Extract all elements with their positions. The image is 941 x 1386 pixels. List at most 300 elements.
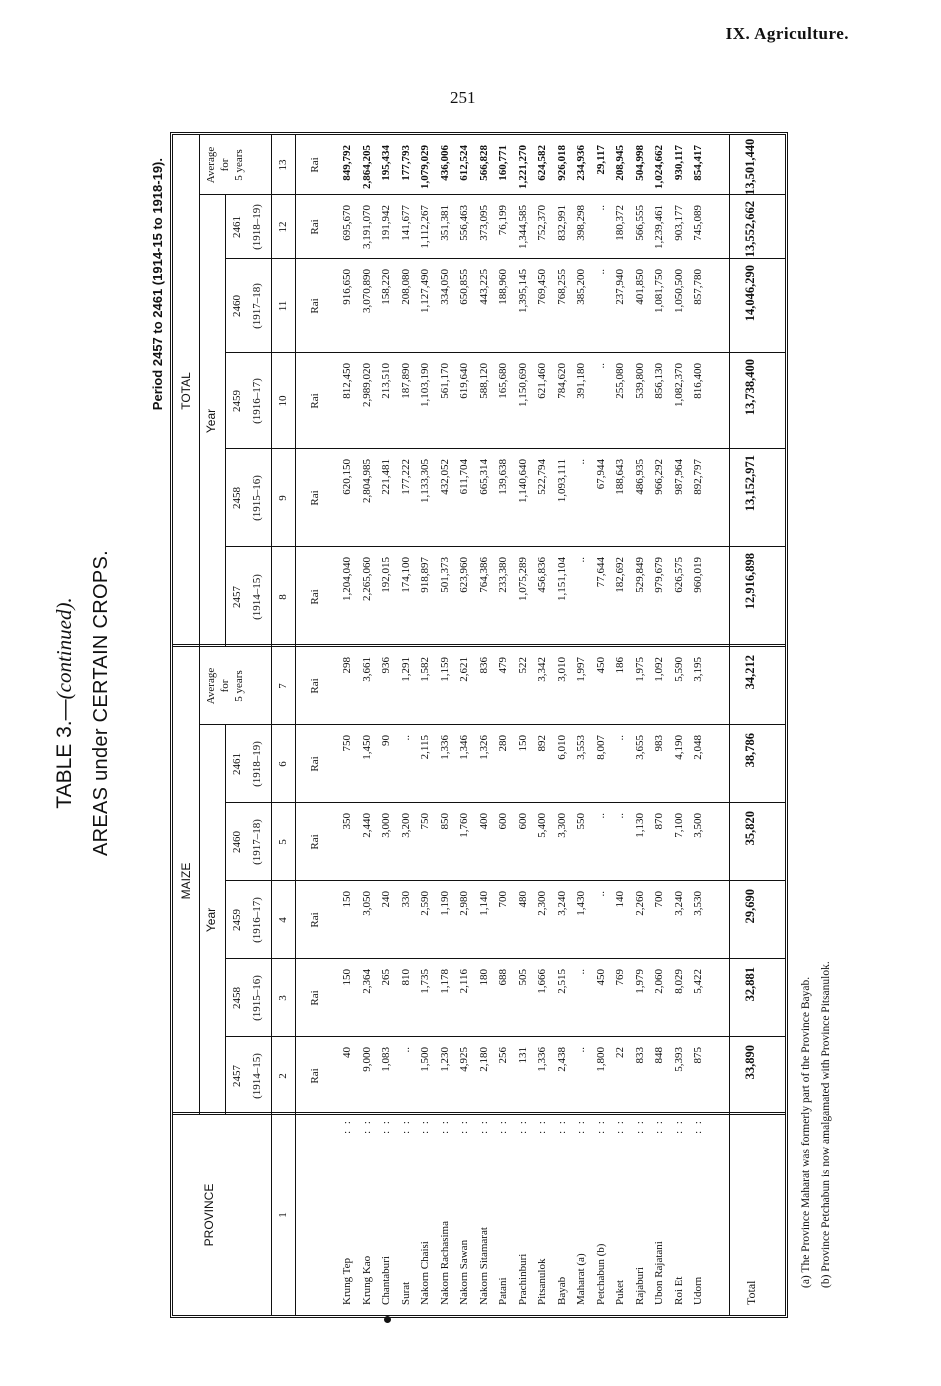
total-value: 926,018 xyxy=(555,145,568,181)
province-name: Nakorn Sawan xyxy=(458,1239,470,1305)
crops-total: 13,501,440 xyxy=(743,138,757,195)
maize-value: 870 xyxy=(653,813,665,830)
total-value: 351,381 xyxy=(438,205,451,241)
maize-value: 1,735 xyxy=(419,969,431,994)
maize-value: 1,450 xyxy=(360,735,373,760)
maize-value: 1,800 xyxy=(594,1047,607,1072)
province-name: Petchabun (b) xyxy=(594,1243,607,1305)
unit-label: Rai xyxy=(309,157,321,173)
total-value: 237,940 xyxy=(614,269,626,305)
total-value: 233,380 xyxy=(497,557,509,593)
maize-value: 131 xyxy=(516,1047,529,1064)
unit-label: Rai xyxy=(309,912,321,928)
year-label: 2457 xyxy=(231,1065,243,1087)
total-value: 650,855 xyxy=(458,269,470,305)
maize-value: 5,393 xyxy=(672,1047,685,1072)
total-value: 188,643 xyxy=(614,459,626,495)
maize-value: 3,010 xyxy=(555,657,568,682)
maize-value: 479 xyxy=(497,657,509,674)
total-value: 566,828 xyxy=(477,145,490,181)
number-rule xyxy=(271,135,272,1315)
maize-value: 1,326 xyxy=(477,735,490,760)
average-header-maize: for xyxy=(219,679,231,693)
maize-value: 186 xyxy=(614,657,626,674)
leader-dots: : : xyxy=(380,1119,392,1134)
year-label: 2459 xyxy=(231,390,243,412)
year-ad-label: (1915–16) xyxy=(251,475,263,521)
total-value: 67,944 xyxy=(594,459,607,490)
province-name: Roi Et xyxy=(672,1276,685,1305)
total-value: 1,150,690 xyxy=(516,363,529,407)
total-value: 588,120 xyxy=(477,363,490,399)
average-header-total: for xyxy=(219,158,231,172)
maize-value: 2,590 xyxy=(419,891,431,916)
year-label: 2461 xyxy=(231,216,243,238)
maize-value: 5,590 xyxy=(672,657,685,682)
total-value: 695,670 xyxy=(341,205,353,241)
total-value: 3,070,890 xyxy=(360,269,373,313)
maize-value: 350 xyxy=(341,813,353,830)
total-value: 529,849 xyxy=(633,557,646,593)
year-header-total: Year xyxy=(204,408,218,434)
unit-label: Rai xyxy=(309,756,321,772)
average-header-maize: 5 years xyxy=(233,670,245,702)
maize-value: 3,661 xyxy=(360,657,373,682)
maize-value: 2,300 xyxy=(536,891,548,916)
total-value: 892,797 xyxy=(692,459,704,495)
total-value: 619,640 xyxy=(458,363,470,399)
maize-value: 4,925 xyxy=(458,1047,470,1072)
maize-value: 600 xyxy=(516,813,529,830)
maize-value: 90 xyxy=(380,735,392,746)
total-header: TOTAL xyxy=(179,372,193,410)
province-name: Nakorn Rachasima xyxy=(438,1221,451,1305)
crops-total: 12,916,898 xyxy=(743,553,757,610)
table-title xyxy=(52,88,77,1318)
average-header-total: 5 years xyxy=(233,149,245,181)
total-value: 1,395,145 xyxy=(516,269,529,313)
total-value: 1,103,190 xyxy=(419,363,431,407)
total-value: 373,095 xyxy=(477,205,490,241)
column-number: 8 xyxy=(277,594,289,600)
maize-value: 600 xyxy=(497,813,509,830)
total-value: 1,133,305 xyxy=(419,459,431,503)
column-number: 6 xyxy=(277,761,289,767)
maize-value: 505 xyxy=(516,969,529,986)
total-value: 764,386 xyxy=(477,557,490,593)
total-value: 987,964 xyxy=(672,459,685,495)
total-value: 1,221,270 xyxy=(516,145,529,189)
total-value: .. xyxy=(594,269,607,275)
total-value: 768,255 xyxy=(555,269,568,305)
province-name: Bayab xyxy=(555,1276,568,1305)
maize-value: .. xyxy=(594,813,607,819)
total-value: 849,792 xyxy=(341,145,353,181)
leader-dots: : : xyxy=(497,1119,509,1134)
maize-value: 2,980 xyxy=(458,891,470,916)
total-value: 77,644 xyxy=(594,557,607,588)
maize-value: 848 xyxy=(653,1047,665,1064)
column-number: 1 xyxy=(277,1212,289,1218)
total-value: 1,075,289 xyxy=(516,557,529,601)
year-ad-label: (1914–15) xyxy=(251,1053,263,1099)
total-value: 623,960 xyxy=(458,557,470,593)
column-number: 10 xyxy=(277,395,289,407)
maize-value: 983 xyxy=(653,735,665,752)
leader-dots: : : xyxy=(360,1119,373,1134)
total-value: 1,079,029 xyxy=(419,145,431,189)
maize-value: 836 xyxy=(477,657,490,674)
maize-value: .. xyxy=(594,891,607,897)
unit-label: Rai xyxy=(309,678,321,694)
total-value: 208,945 xyxy=(614,145,626,181)
maize-value: 1,336 xyxy=(438,735,451,760)
year-label: 2458 xyxy=(231,487,243,509)
column-number: 12 xyxy=(277,221,289,233)
total-value: .. xyxy=(594,205,607,211)
year-ad-label: (1914–15) xyxy=(251,574,263,620)
province-header: PROVINCE xyxy=(202,1183,216,1247)
maize-value: 22 xyxy=(614,1047,626,1058)
leader-dots: : : xyxy=(341,1119,353,1134)
column-number: 7 xyxy=(277,683,289,689)
maize-value: 875 xyxy=(692,1047,704,1064)
maize-value: 4,190 xyxy=(672,735,685,760)
total-value: .. xyxy=(575,459,587,465)
maize-value: 2,260 xyxy=(633,891,646,916)
maize-value: 892 xyxy=(536,735,548,752)
total-value: 1,140,640 xyxy=(516,459,529,503)
year-ad-label: (1918–19) xyxy=(251,204,263,250)
total-value: 139,638 xyxy=(497,459,509,495)
maize-value: 1,500 xyxy=(419,1047,431,1072)
maize-value: 1,083 xyxy=(380,1047,392,1072)
footnote-b: (b) Province Petchabun is now amalgamated with Province Pitsanulok. xyxy=(820,961,832,1288)
leader-dots: : : xyxy=(672,1119,685,1134)
province-name: Udorn xyxy=(692,1276,704,1305)
total-value: 611,704 xyxy=(458,459,470,495)
total-value: 486,935 xyxy=(633,459,646,495)
maize-value: 480 xyxy=(516,891,529,908)
crops-total: 13,152,971 xyxy=(743,455,757,512)
province-name: Surat xyxy=(399,1281,412,1305)
total-value: 1,024,662 xyxy=(653,145,665,189)
maize-value: 1,346 xyxy=(458,735,470,760)
year-rule-total xyxy=(225,195,226,647)
maize-value: 1,997 xyxy=(575,657,587,682)
year-label: 2460 xyxy=(231,831,243,853)
total-value: 566,555 xyxy=(633,205,646,241)
total-value: 626,575 xyxy=(672,557,685,593)
maize-value: 2,621 xyxy=(458,657,470,682)
total-value: 1,344,585 xyxy=(516,205,529,249)
maize-value: .. xyxy=(399,735,412,741)
footnote-a: (a) The Province Maharat was formerly part of the Province Bayab. xyxy=(800,976,812,1288)
year-ad-label: (1918–19) xyxy=(251,741,263,787)
province-name: Nakorn Sitamarat xyxy=(477,1227,490,1305)
unit-label: Rai xyxy=(309,219,321,235)
maize-value: 2,115 xyxy=(419,735,431,760)
maize-value: 2,438 xyxy=(555,1047,568,1072)
total-value: 1,050,500 xyxy=(672,269,685,313)
total-value: 960,019 xyxy=(692,557,704,593)
total-value: 3,191,070 xyxy=(360,205,373,249)
total-value: 443,225 xyxy=(477,269,490,305)
maize-total: 34,212 xyxy=(743,655,757,690)
maize-value: 1,760 xyxy=(458,813,470,838)
year-label: 2460 xyxy=(231,295,243,317)
maize-value: 3,240 xyxy=(555,891,568,916)
total-value: 916,650 xyxy=(341,269,353,305)
year-label: 2457 xyxy=(231,586,243,608)
province-name: Patani xyxy=(497,1277,509,1305)
leader-dots: : : xyxy=(536,1119,548,1134)
maize-value: 1,130 xyxy=(633,813,646,838)
leader-dots: : : xyxy=(575,1119,587,1134)
maize-value: 3,300 xyxy=(555,813,568,838)
maize-header: MAIZE xyxy=(179,862,193,900)
total-value: 398,298 xyxy=(575,205,587,241)
year-header-maize: Year xyxy=(204,907,218,933)
unit-label: Rai xyxy=(309,990,321,1006)
total-value: 187,890 xyxy=(399,363,412,399)
total-value: 177,222 xyxy=(399,459,412,495)
data-table xyxy=(170,132,788,1318)
leader-dots: : : xyxy=(438,1119,451,1134)
total-value: 182,692 xyxy=(614,557,626,593)
maize-value: 330 xyxy=(399,891,412,908)
maize-value: 1,230 xyxy=(438,1047,451,1072)
province-name: Pitsanulok xyxy=(536,1258,548,1305)
column-number: 2 xyxy=(277,1073,289,1079)
total-value: 539,800 xyxy=(633,363,646,399)
maize-value: 150 xyxy=(516,735,529,752)
maize-value: 7,100 xyxy=(672,813,685,838)
total-value: 456,836 xyxy=(536,557,548,593)
maize-value: 833 xyxy=(633,1047,646,1064)
total-value: 620,150 xyxy=(341,459,353,495)
maize-value: 1,178 xyxy=(438,969,451,994)
total-rule xyxy=(729,135,730,1315)
maize-value: 3,050 xyxy=(360,891,373,916)
column-number: 9 xyxy=(277,495,289,501)
maize-value: 700 xyxy=(497,891,509,908)
province-name: Krung Kao xyxy=(360,1255,373,1305)
total-value: 816,400 xyxy=(692,363,704,399)
unit-label: Rai xyxy=(309,834,321,850)
total-value: 784,620 xyxy=(555,363,568,399)
column-number: 11 xyxy=(277,300,289,312)
total-value: 769,450 xyxy=(536,269,548,305)
province-name: Chantaburi xyxy=(380,1256,392,1305)
maize-value: 688 xyxy=(497,969,509,986)
total-value: 903,177 xyxy=(672,205,685,241)
maize-value: 3,342 xyxy=(536,657,548,682)
unit-label: Rai xyxy=(309,589,321,605)
total-value: 29,117 xyxy=(594,145,607,175)
maize-total: 35,820 xyxy=(743,811,757,846)
total-value: 192,015 xyxy=(380,557,392,593)
total-value: 752,370 xyxy=(536,205,548,241)
maize-value: .. xyxy=(614,813,626,819)
total-value: .. xyxy=(594,363,607,369)
province-name: Rajaburi xyxy=(633,1267,646,1305)
total-value: 385,200 xyxy=(575,269,587,305)
total-value: 195,434 xyxy=(380,145,392,181)
maize-value: 5,422 xyxy=(692,969,704,994)
total-value: 857,780 xyxy=(692,269,704,305)
maize-value: 1,291 xyxy=(399,657,412,682)
maize-total: 38,786 xyxy=(743,733,757,768)
table-subtitle: AREAS under CERTAIN CROPS. xyxy=(90,549,112,857)
maize-value: 8,007 xyxy=(594,735,607,760)
crops-total: 13,738,400 xyxy=(743,359,757,416)
total-value: 1,112,267 xyxy=(419,205,431,249)
column-number: 5 xyxy=(277,839,289,845)
unit-label: Rai xyxy=(309,393,321,409)
total-value: 234,936 xyxy=(575,145,587,181)
year-label: 2461 xyxy=(231,753,243,775)
total-value: 391,180 xyxy=(575,363,587,399)
total-value: 2,864,205 xyxy=(360,145,373,189)
column-number: 13 xyxy=(277,159,289,171)
total-value: 832,991 xyxy=(555,205,568,241)
unit-label: Rai xyxy=(309,298,321,314)
year-ad-label: (1915–16) xyxy=(251,975,263,1021)
total-value: 979,679 xyxy=(653,557,665,593)
leader-dots: : : xyxy=(594,1119,607,1134)
total-value: 812,450 xyxy=(341,363,353,399)
year-ad-label: (1916–17) xyxy=(251,378,263,424)
total-value: 1,151,104 xyxy=(555,557,568,601)
total-value: 436,006 xyxy=(438,145,451,181)
maize-value: .. xyxy=(614,735,626,741)
province-name: Maharat (a) xyxy=(575,1253,587,1305)
unit-label: Rai xyxy=(309,1068,321,1084)
total-value: 966,292 xyxy=(653,459,665,495)
maize-value: .. xyxy=(399,1047,412,1053)
maize-value: 1,190 xyxy=(438,891,451,916)
maize-value: 1,159 xyxy=(438,657,451,682)
maize-value: 2,180 xyxy=(477,1047,490,1072)
maize-value: 2,440 xyxy=(360,813,373,838)
leader-dots: : : xyxy=(633,1119,646,1134)
maize-value: 750 xyxy=(341,735,353,752)
total-value: 504,998 xyxy=(633,145,646,181)
maize-value: 3,195 xyxy=(692,657,704,682)
province-name: Puket xyxy=(614,1279,626,1305)
crops-total: 13,552,662 xyxy=(743,201,757,258)
total-value: 561,170 xyxy=(438,363,451,399)
maize-value: 256 xyxy=(497,1047,509,1064)
total-value: 2,989,020 xyxy=(360,363,373,407)
maize-value: 700 xyxy=(653,891,665,908)
maize-value: 1,975 xyxy=(633,657,646,682)
maize-value: 1,336 xyxy=(536,1047,548,1072)
maize-value: 1,582 xyxy=(419,657,431,682)
total-value: 1,204,040 xyxy=(341,557,353,601)
maize-value: 522 xyxy=(516,657,529,674)
leader-dots: : : xyxy=(555,1119,568,1134)
total-value: 501,373 xyxy=(438,557,451,593)
maize-value: 450 xyxy=(594,969,607,986)
leader-dots: : : xyxy=(614,1119,626,1134)
total-value: 401,850 xyxy=(633,269,646,305)
maize-value: .. xyxy=(575,969,587,975)
total-value: 1,081,750 xyxy=(653,269,665,313)
average-header-maize: Average xyxy=(205,667,217,705)
maize-value: 9,000 xyxy=(360,1047,373,1072)
province-name: Prachinburi xyxy=(516,1253,529,1305)
province-name: Krung Tep xyxy=(341,1258,353,1305)
maize-value: 1,666 xyxy=(536,969,548,994)
total-value: 191,942 xyxy=(380,205,392,241)
maize-value: 1,430 xyxy=(575,891,587,916)
maize-value: 280 xyxy=(497,735,509,752)
maize-value: 2,515 xyxy=(555,969,568,994)
maize-value: 550 xyxy=(575,813,587,830)
maize-value: 3,500 xyxy=(692,813,704,838)
column-number: 3 xyxy=(277,995,289,1001)
body-rule xyxy=(295,135,296,1315)
maize-value: 3,240 xyxy=(672,891,685,916)
maize-value: 2,048 xyxy=(692,735,704,760)
province-name: Nakorn Chaisi xyxy=(419,1241,431,1305)
maize-value: 450 xyxy=(594,657,607,674)
total-value: 1,093,111 xyxy=(555,459,568,503)
total-value: 255,080 xyxy=(614,363,626,399)
maize-total: 32,881 xyxy=(743,967,757,1002)
total-value: .. xyxy=(575,557,587,563)
total-value: 158,220 xyxy=(380,269,392,305)
continued-label: (continued). xyxy=(52,597,76,700)
total-value: 624,582 xyxy=(536,145,548,181)
chapter-heading: IX. Agriculture. xyxy=(725,24,849,43)
maize-value: 3,200 xyxy=(399,813,412,838)
maize-value: 5,400 xyxy=(536,813,548,838)
maize-value: 2,116 xyxy=(458,969,470,994)
total-value: 221,481 xyxy=(380,459,392,495)
maize-value: 40 xyxy=(341,1047,353,1058)
total-value: 1,127,490 xyxy=(419,269,431,313)
total-value: 174,100 xyxy=(399,557,412,593)
total-value: 2,265,060 xyxy=(360,557,373,601)
total-value: 2,804,985 xyxy=(360,459,373,503)
maize-value: 2,364 xyxy=(360,969,373,994)
total-value: 334,050 xyxy=(438,269,451,305)
table-number: TABLE 3.— xyxy=(53,699,76,809)
year-ad-label: (1917–18) xyxy=(251,819,263,865)
total-value: 76,199 xyxy=(497,205,509,236)
maize-value: 3,553 xyxy=(575,735,587,760)
maize-value: 810 xyxy=(399,969,412,986)
year-label: 2459 xyxy=(231,909,243,931)
total-value: 188,960 xyxy=(497,269,509,305)
maize-value: 265 xyxy=(380,969,392,986)
total-value: 213,510 xyxy=(380,363,392,399)
total-value: 177,793 xyxy=(399,145,412,181)
maize-value: 1,979 xyxy=(633,969,646,994)
total-value: 165,680 xyxy=(497,363,509,399)
total-value: 612,524 xyxy=(458,145,470,181)
leader-dots: : : xyxy=(653,1119,665,1134)
leader-dots: : : xyxy=(477,1119,490,1134)
total-row-label: Total xyxy=(744,1280,758,1305)
maize-value: 2,060 xyxy=(653,969,665,994)
column-number: 4 xyxy=(277,917,289,923)
period-label: Period 2457 to 2461 (1914-15 to 1918-19). xyxy=(150,158,165,411)
maize-value: 3,530 xyxy=(692,891,704,916)
